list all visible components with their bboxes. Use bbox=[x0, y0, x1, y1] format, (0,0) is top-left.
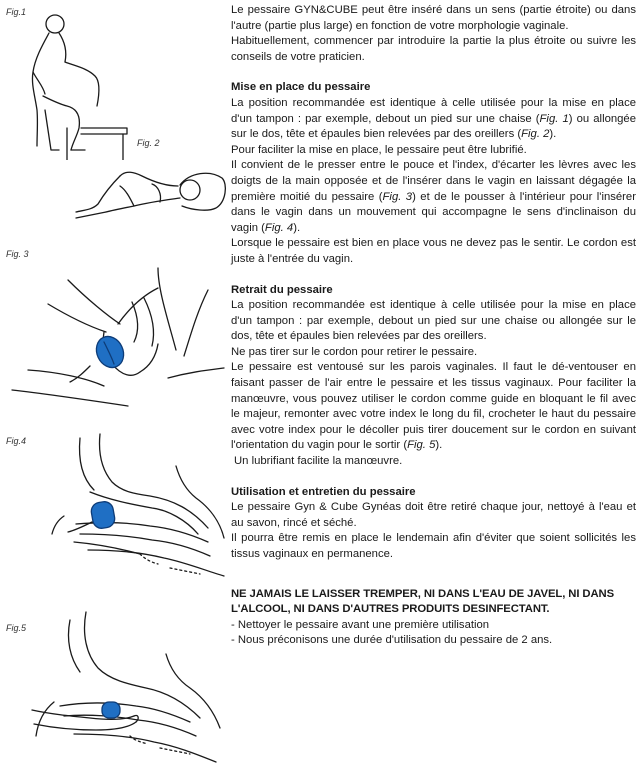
warning-item-1: - Nettoyer le pessaire avant une première utilisation bbox=[231, 618, 490, 631]
placement-paragraph-4: Lorsque le pessaire est bien en place vous ne devez pas le sentir. Le cordon est juste à l'entrée du vagin. bbox=[231, 237, 636, 265]
intro-paragraph-1: Le pessaire GYN&CUBE peut être inséré dans un sens (partie étroite) ou dans l'autre (partie plus large) en fonction de votre morphologie vaginale. bbox=[231, 4, 636, 32]
fig3-label: Fig. 3 bbox=[6, 249, 29, 259]
warning-item-2: - Nous préconisons une durée d'utilisation du pessaire de 2 ans. bbox=[231, 634, 553, 647]
care-heading: Utilisation et entretien du pessaire bbox=[231, 485, 416, 498]
removal-paragraph-3: Le pessaire est ventousé sur les parois vaginales. Il faut le dé-ventouser en faisant passer de l'air entre le pessaire et les tissus vaginaux. Pour faciliter la manœuvre, vous pouvez utiliser le cordon comme guide en bloquant le fil avec le majeur, remonter avec votre index le long du fil, crocheter le haut du pessaire avec votre index pour le décoller puis tirer doucement sur le cordon en suivant l'orientation du vagin pour le sortir (Fig. 5). bbox=[231, 361, 636, 452]
removal-paragraph-4: Un lubrifiant facilite la manœuvre. bbox=[234, 455, 403, 468]
instructions-text bbox=[231, 3, 636, 649]
fig4-illustration bbox=[40, 430, 230, 580]
fig4-label: Fig.4 bbox=[6, 436, 27, 446]
fig1-label: Fig.1 bbox=[6, 7, 27, 17]
fig5-label: Fig.5 bbox=[6, 623, 27, 633]
care-paragraph-2: Il pourra être remis en place le lendemain afin d'éviter que soient sollicités les tissus vaginaux en permanence. bbox=[231, 532, 636, 560]
placement-paragraph-1: La position recommandée est identique à celle utilisée pour la mise en place d'un tampon : par exemple, debout un pied sur une chaise (Fig. 1) ou allongée sur le dos, tête et épaules bien relevées par des oreillers (Fig. 2). bbox=[231, 96, 636, 141]
removal-paragraph-2: Ne pas tirer sur le cordon pour retirer le pessaire. bbox=[231, 345, 478, 358]
intro-paragraph-2: Habituellement, commencer par introduire la partie la plus étroite ou suivre les conseils de votre praticien. bbox=[231, 35, 636, 63]
placement-paragraph-3: Il convient de le presser entre le pouce et l'index, d'écarter les lèvres avec les doigts de la main opposée et de l'insérer dans le vagin en laissant dégagée la première moitié du pessaire (Fig. 3) et de le pousser à l'intérieur pour l'insérer dans le vagin dans un mouvement qui accompagne le sens d'inclinaison du vagin (Fig. 4). bbox=[231, 159, 636, 234]
removal-paragraph-1: La position recommandée est identique à celle utilisée pour la mise en place d'un tampon : par exemple, debout un pied sur une chaise ou allongée sur le dos, tête et épaules bien relevées par des oreillers. bbox=[231, 299, 636, 343]
fig5-illustration bbox=[30, 610, 230, 770]
fig2-label: Fig. 2 bbox=[137, 138, 160, 148]
placement-heading: Mise en place du pessaire bbox=[231, 81, 371, 94]
fig3-illustration bbox=[8, 260, 228, 410]
fig1-illustration bbox=[15, 10, 130, 160]
care-paragraph-1: Le pessaire Gyn & Cube Gynéas doit être retiré chaque jour, nettoyé à l'eau et au savon, rincé et séché. bbox=[231, 501, 636, 529]
removal-heading: Retrait du pessaire bbox=[231, 283, 333, 296]
fig2-illustration bbox=[70, 150, 230, 225]
warning-caps: NE JAMAIS LE LAISSER TREMPER, NI DANS L'EAU DE JAVEL, NI DANS L'ALCOOL, NI DANS D'AUTRES PRODUITS DESINFECTANT. bbox=[231, 587, 615, 616]
placement-paragraph-2: Pour faciliter la mise en place, le pessaire peut être lubrifié. bbox=[231, 143, 527, 156]
